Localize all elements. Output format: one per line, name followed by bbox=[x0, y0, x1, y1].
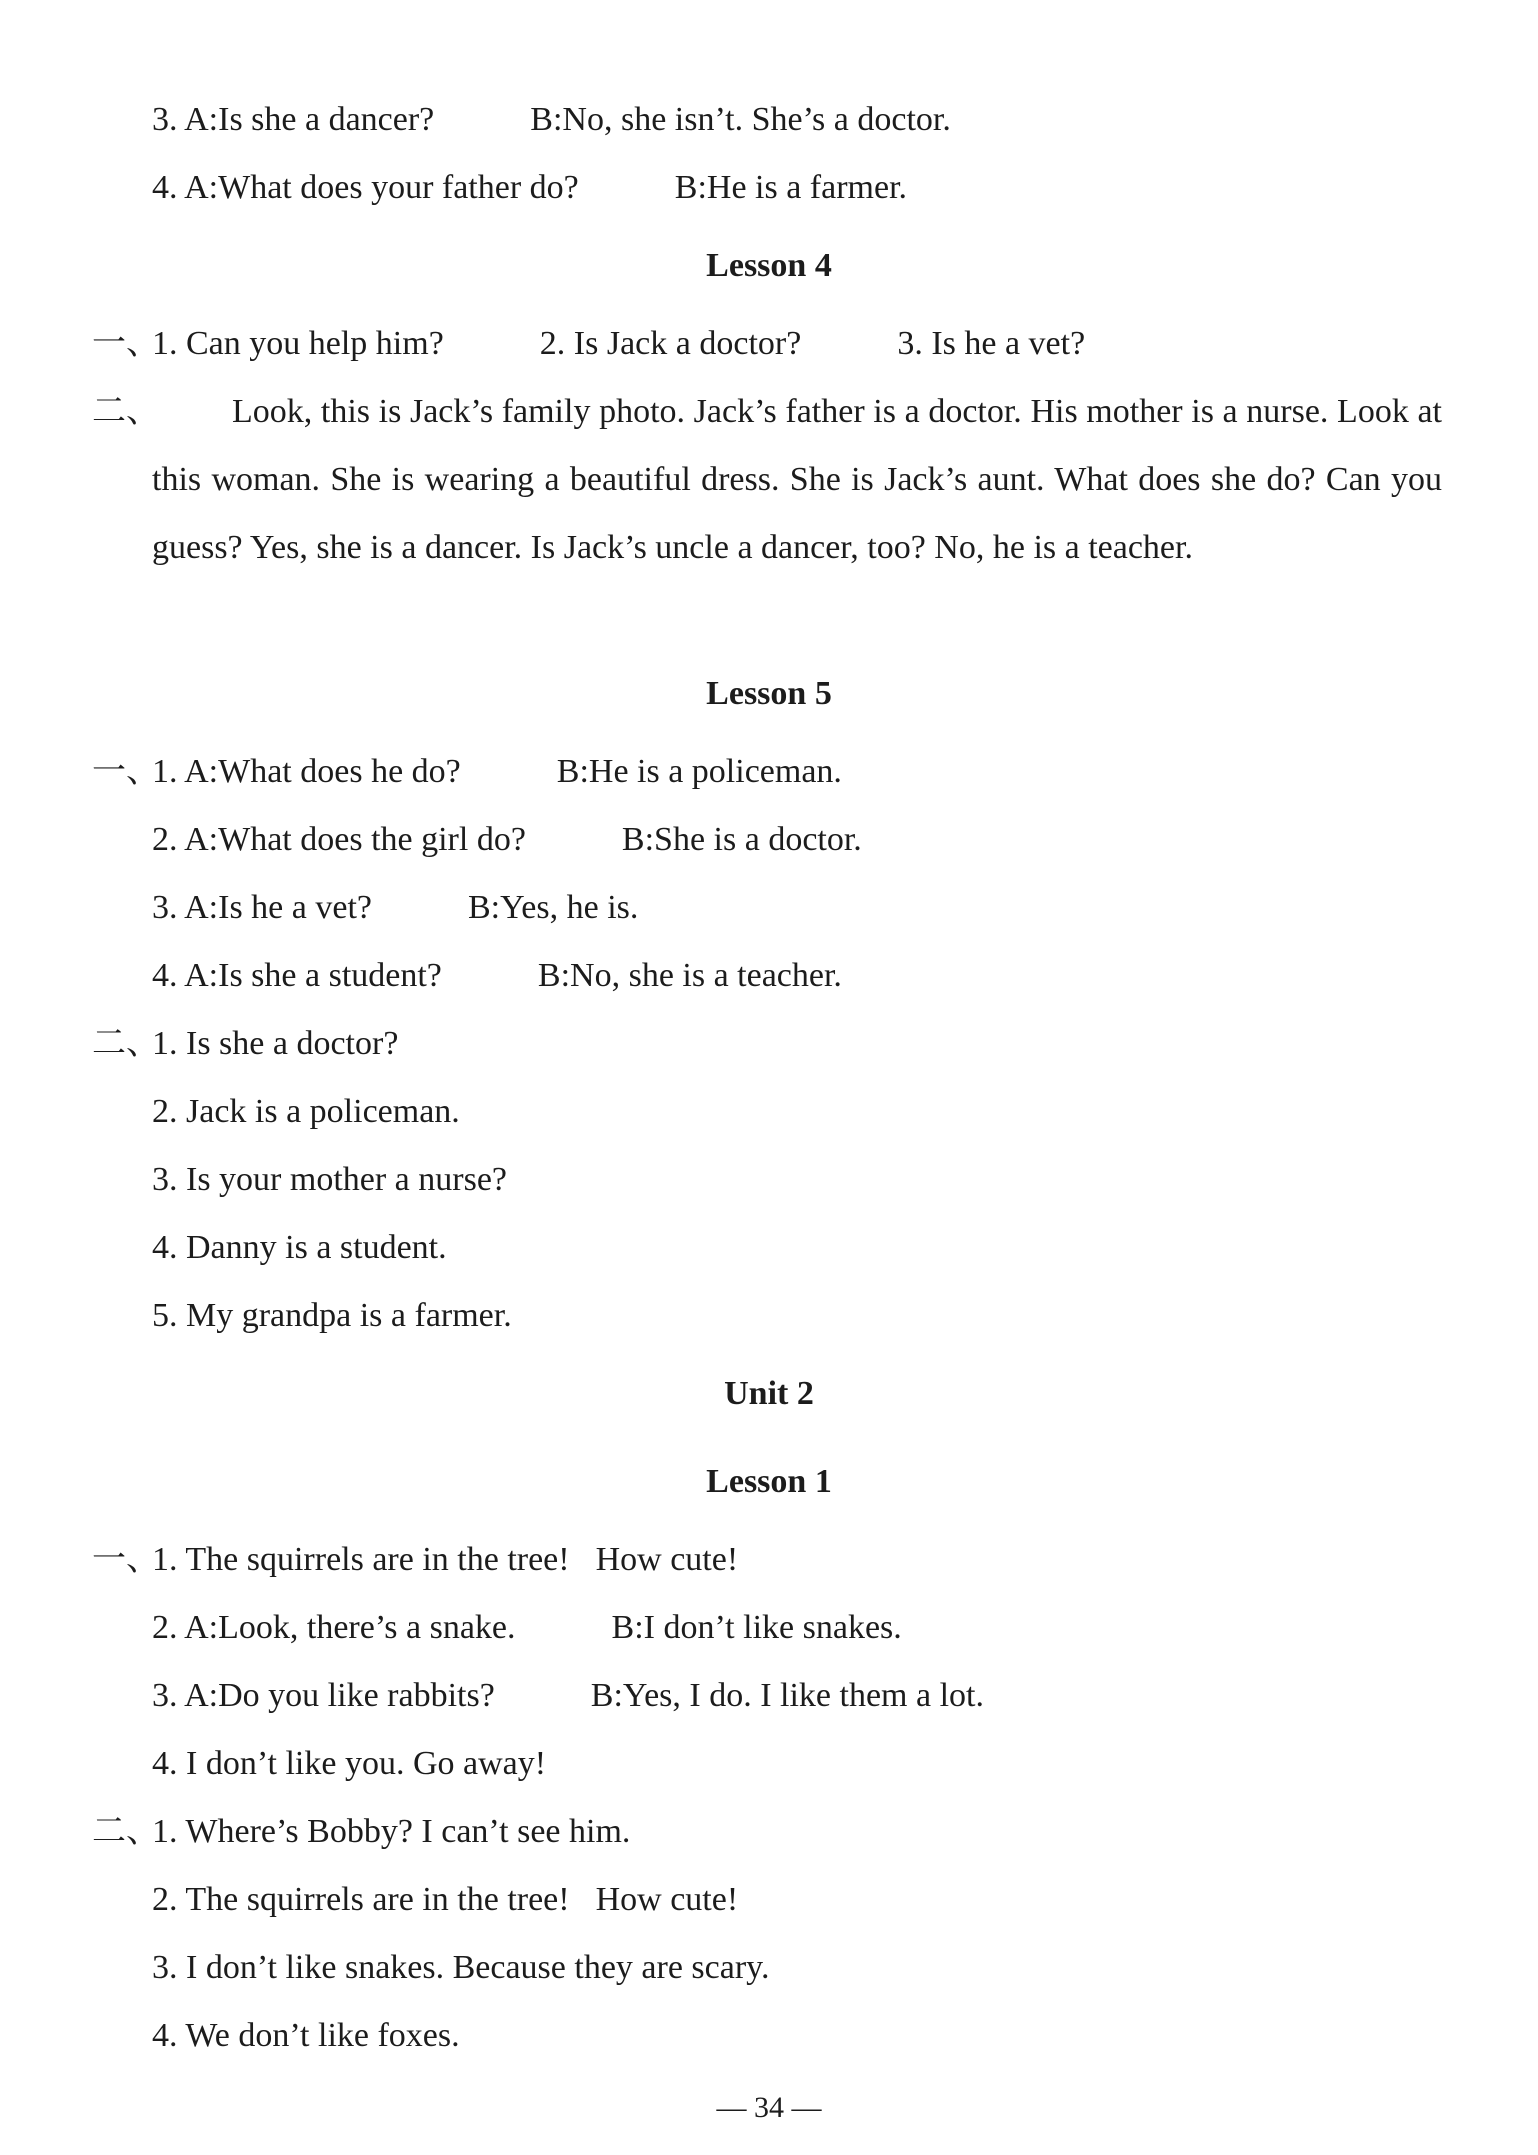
section-marker: 一、 bbox=[92, 753, 160, 790]
section-marker: 二、 bbox=[92, 1813, 160, 1850]
answer-line: 4. A:Is she a student? B:No, she is a teacher. bbox=[152, 957, 842, 994]
lesson-heading: Lesson 5 bbox=[706, 675, 832, 712]
section-marker: 一、 bbox=[92, 325, 160, 362]
answer-line: 4. I don’t like you. Go away! bbox=[152, 1745, 547, 1782]
answer-line: 4. We don’t like foxes. bbox=[152, 2017, 460, 2054]
answer-line: 2. A:What does the girl do? B:She is a doctor. bbox=[152, 821, 862, 858]
answer-line: 2. A:Look, there’s a snake. B:I don’t like snakes. bbox=[152, 1609, 902, 1646]
lesson-heading: Lesson 1 bbox=[706, 1463, 832, 1500]
answer-line: 一、1. The squirrels are in the tree! How cute! bbox=[92, 1541, 739, 1578]
answer-line: 一、1. A:What does he do? B:He is a policeman. bbox=[92, 753, 842, 790]
answer-line: 3. A:Is she a dancer? B:No, she isn’t. She’s a doctor. bbox=[152, 101, 951, 138]
answer-line: 3. A:Do you like rabbits? B:Yes, I do. I like them a lot. bbox=[152, 1677, 984, 1714]
answer-line: 2. The squirrels are in the tree! How cute! bbox=[152, 1881, 739, 1918]
answer-line: 4. A:What does your father do? B:He is a farmer. bbox=[152, 169, 908, 206]
page-number: — 34 — bbox=[716, 2091, 822, 2124]
lesson-heading: Lesson 4 bbox=[706, 247, 832, 284]
passage-paragraph: Look, this is Jack’s family photo. Jack’s father is a doctor. His mother is a nurse. Look at this woman. She is wearing a beautiful dress. She is Jack’s aunt. What does she do? Can you guess? Yes, she is a dancer. Is Jack’s uncle a dancer, too? No, he is a teacher. bbox=[152, 393, 1442, 566]
section-marker: 一、 bbox=[92, 1541, 160, 1578]
answer-line: 2. Jack is a policeman. bbox=[152, 1093, 460, 1130]
answer-line: 二、1. Is she a doctor? bbox=[92, 1025, 399, 1062]
answer-line: 3. I don’t like snakes. Because they are scary. bbox=[152, 1949, 770, 1986]
answer-line: 二、1. Where’s Bobby? I can’t see him. bbox=[92, 1813, 631, 1850]
section-marker: 二、 bbox=[92, 1025, 160, 1062]
answer-line: 5. My grandpa is a farmer. bbox=[152, 1297, 512, 1334]
unit-heading: Unit 2 bbox=[724, 1375, 814, 1412]
answer-line: 一、1. Can you help him? 2. Is Jack a doctor? 3. Is he a vet? bbox=[92, 325, 1086, 362]
answer-line: 3. A:Is he a vet? B:Yes, he is. bbox=[152, 889, 639, 926]
answer-line: 3. Is your mother a nurse? bbox=[152, 1161, 508, 1198]
answer-line: 4. Danny is a student. bbox=[152, 1229, 447, 1266]
section-marker: 二、 bbox=[92, 393, 160, 430]
